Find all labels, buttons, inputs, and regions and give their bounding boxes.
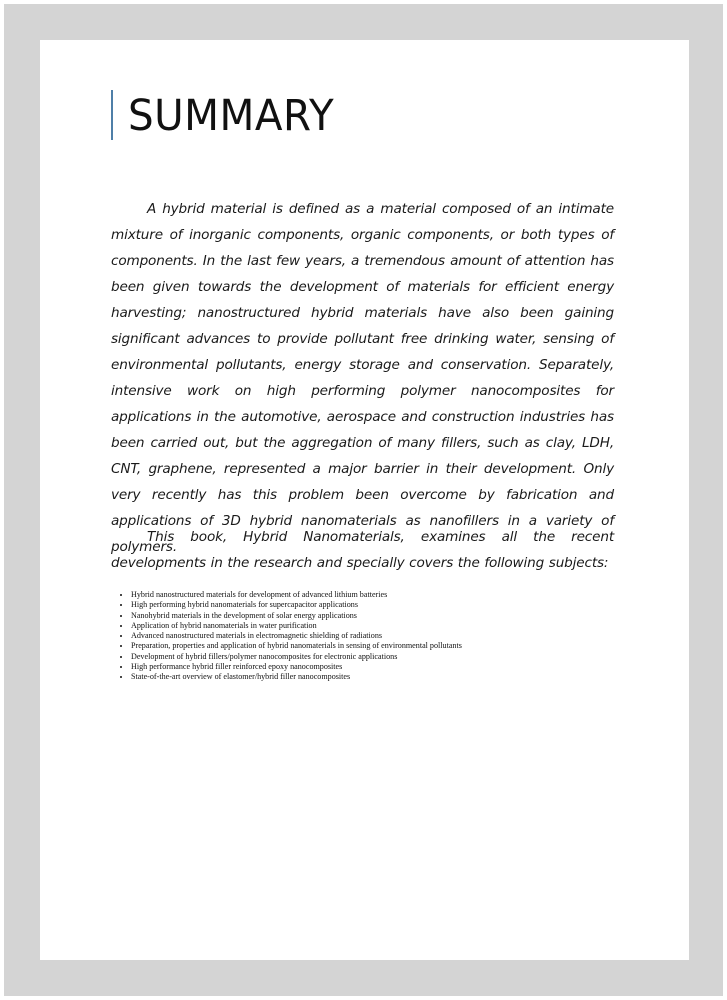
subject-item: • State-of-the-art overview of elastomer/hybrid filler nanocomposites xyxy=(131,672,611,682)
subjects-list xyxy=(119,590,611,683)
subject-item: • High performance hybrid filler reinforced epoxy nanocomposites xyxy=(131,662,611,672)
subject-item: • High performing hybrid nanomaterials for supercapacitor applications xyxy=(131,600,611,610)
subject-item: • Nanohybrid materials in the development of solar energy applications xyxy=(131,611,611,621)
subject-item: • Development of hybrid fillers/polymer nanocomposites for electronic applications xyxy=(131,652,611,662)
subject-item: • Hybrid nanostructured materials for development of advanced lithium batteries xyxy=(131,590,611,600)
subject-item: • Application of hybrid nanomaterials in water purification xyxy=(131,621,611,631)
subject-item: • Advanced nanostructured materials in electromagnetic shielding of radiations xyxy=(131,631,611,641)
summary-paragraph-2: This book, Hybrid Nanomaterials, examines all the recent developments in the research and specially covers the following subjects: xyxy=(111,529,614,571)
subject-item: • Preparation, properties and application of hybrid nanomaterials in sensing of environmental pollutants xyxy=(131,641,611,651)
page-title: SUMMARY xyxy=(128,91,335,141)
title-accent-bar xyxy=(111,90,113,140)
summary-paragraph-1: A hybrid material is defined as a material composed of an intimate mixture of inorganic components, organic components, or both types of components. In the last few years, a tremendous amount of attention has been given towards the development of materials for efficient energy harvesting; nanostructured hybrid materials have also been gaining significant advances to provide pollutant free drinking water, sensing of environmental pollutants, energy storage and conservation. Separately, intensive work on high performing polymer nanocomposites for applications in the automotive, aerospace and construction industries has been carried out, but the aggregation of many fillers, such as clay, LDH, CNT, graphene, represented a major barrier in their development. Only very recently has this problem been overcome by fabrication and applications of 3D hybrid nanomaterials as nanofillers in a variety of polymers. xyxy=(111,201,614,555)
